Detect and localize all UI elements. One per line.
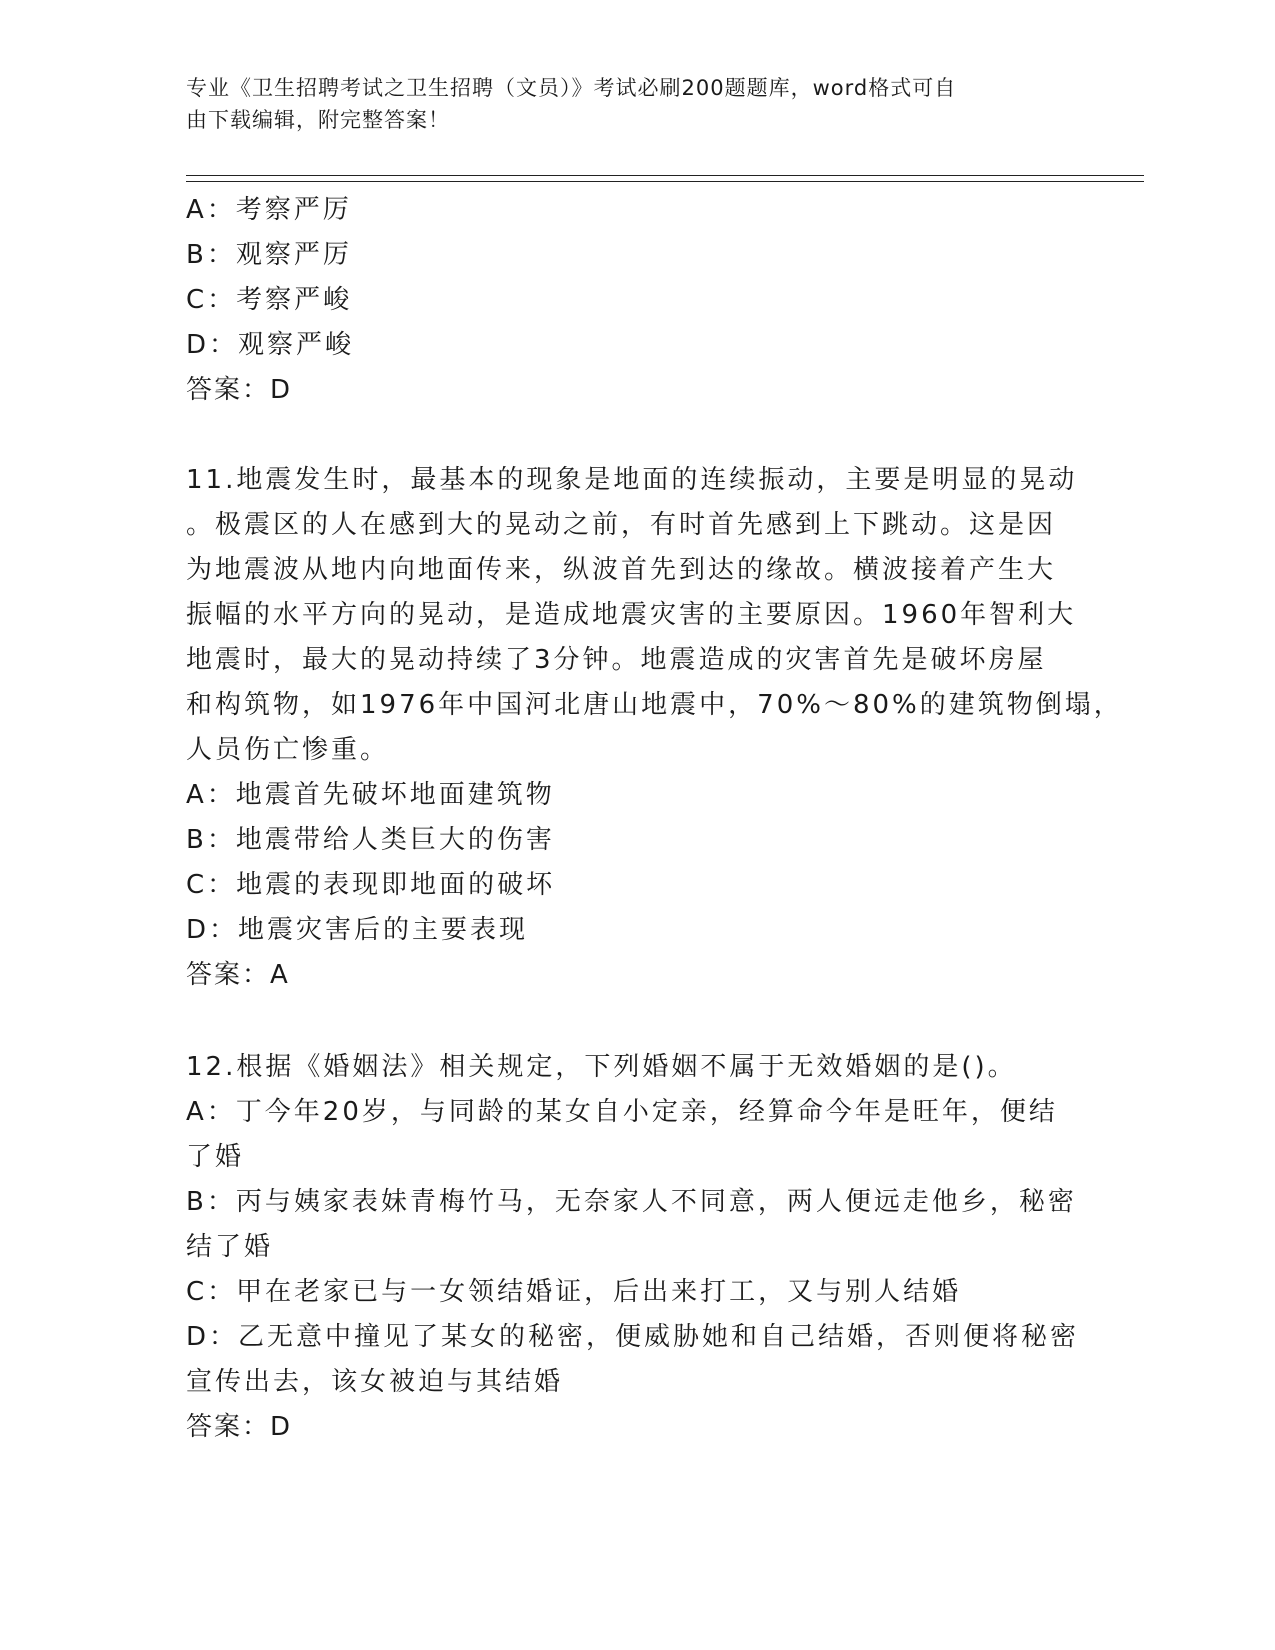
option-d: D：观察严峻 — [186, 330, 355, 360]
question-stem-line: 和构筑物，如1976年中国河北唐山地震中，70%～80%的建筑物倒塌， — [186, 690, 1123, 720]
answer-line: 答案：A — [186, 960, 290, 990]
question-stem-line: 。极震区的人在感到大的晃动之前，有时首先感到上下跳动。这是因 — [186, 510, 1057, 540]
question-stem-line: 人员伤亡惨重。 — [186, 735, 390, 765]
option-c-line-1: C：甲在老家已与一女领结婚证，后出来打工，又与别人结婚 — [186, 1277, 962, 1307]
question-11 — [186, 458, 1123, 998]
option-a: A：地震首先破坏地面建筑物 — [186, 780, 555, 810]
option-d-line-1: D：乙无意中撞见了某女的秘密，便威胁她和自己结婚，否则便将秘密 — [186, 1322, 1080, 1352]
option-a-line-1: A：丁今年20岁，与同龄的某女自小定亲，经算命今年是旺年，便结 — [186, 1097, 1058, 1127]
question-stem-line: 振幅的水平方向的晃动，是造成地震灾害的主要原因。1960年智利大 — [186, 600, 1077, 630]
question-12 — [186, 1045, 1080, 1450]
option-b: B：观察严厉 — [186, 240, 352, 270]
option-c: C：地震的表现即地面的破坏 — [186, 870, 556, 900]
option-b-line-1: B：丙与姨家表妹青梅竹马，无奈家人不同意，两人便远走他乡，秘密 — [186, 1187, 1077, 1217]
question-stem-line: 为地震波从地内向地面传来，纵波首先到达的缘故。横波接着产生大 — [186, 555, 1057, 585]
option-b-line-2: 结了婚 — [186, 1232, 274, 1262]
answer-line: 答案：D — [186, 375, 293, 405]
page-header — [186, 72, 1066, 136]
question-10 — [186, 188, 1066, 413]
option-d-line-2: 宣传出去，该女被迫与其结婚 — [186, 1367, 564, 1397]
question-stem-line: 12.根据《婚姻法》相关规定，下列婚姻不属于无效婚姻的是()。 — [186, 1052, 1017, 1082]
answer-line: 答案：D — [186, 1412, 293, 1442]
question-stem-line: 11.地震发生时，最基本的现象是地面的连续振动，主要是明显的晃动 — [186, 465, 1078, 495]
header-line-2: 由下载编辑，附完整答案！ — [186, 108, 450, 132]
option-d: D：地震灾害后的主要表现 — [186, 915, 529, 945]
header-divider-top — [186, 175, 1144, 176]
option-b: B：地震带给人类巨大的伤害 — [186, 825, 555, 855]
option-a-line-2: 了婚 — [186, 1142, 245, 1172]
question-stem-line: 地震时，最大的晃动持续了3分钟。地震造成的灾害首先是破坏房屋 — [186, 645, 1047, 675]
option-c: C：考察严峻 — [186, 285, 353, 315]
option-a: A：考察严厉 — [186, 195, 352, 225]
header-divider-bottom — [186, 181, 1144, 182]
header-line-1: 专业《卫生招聘考试之卫生招聘（文员）》考试必刷200题题库，word格式可自 — [186, 76, 957, 100]
